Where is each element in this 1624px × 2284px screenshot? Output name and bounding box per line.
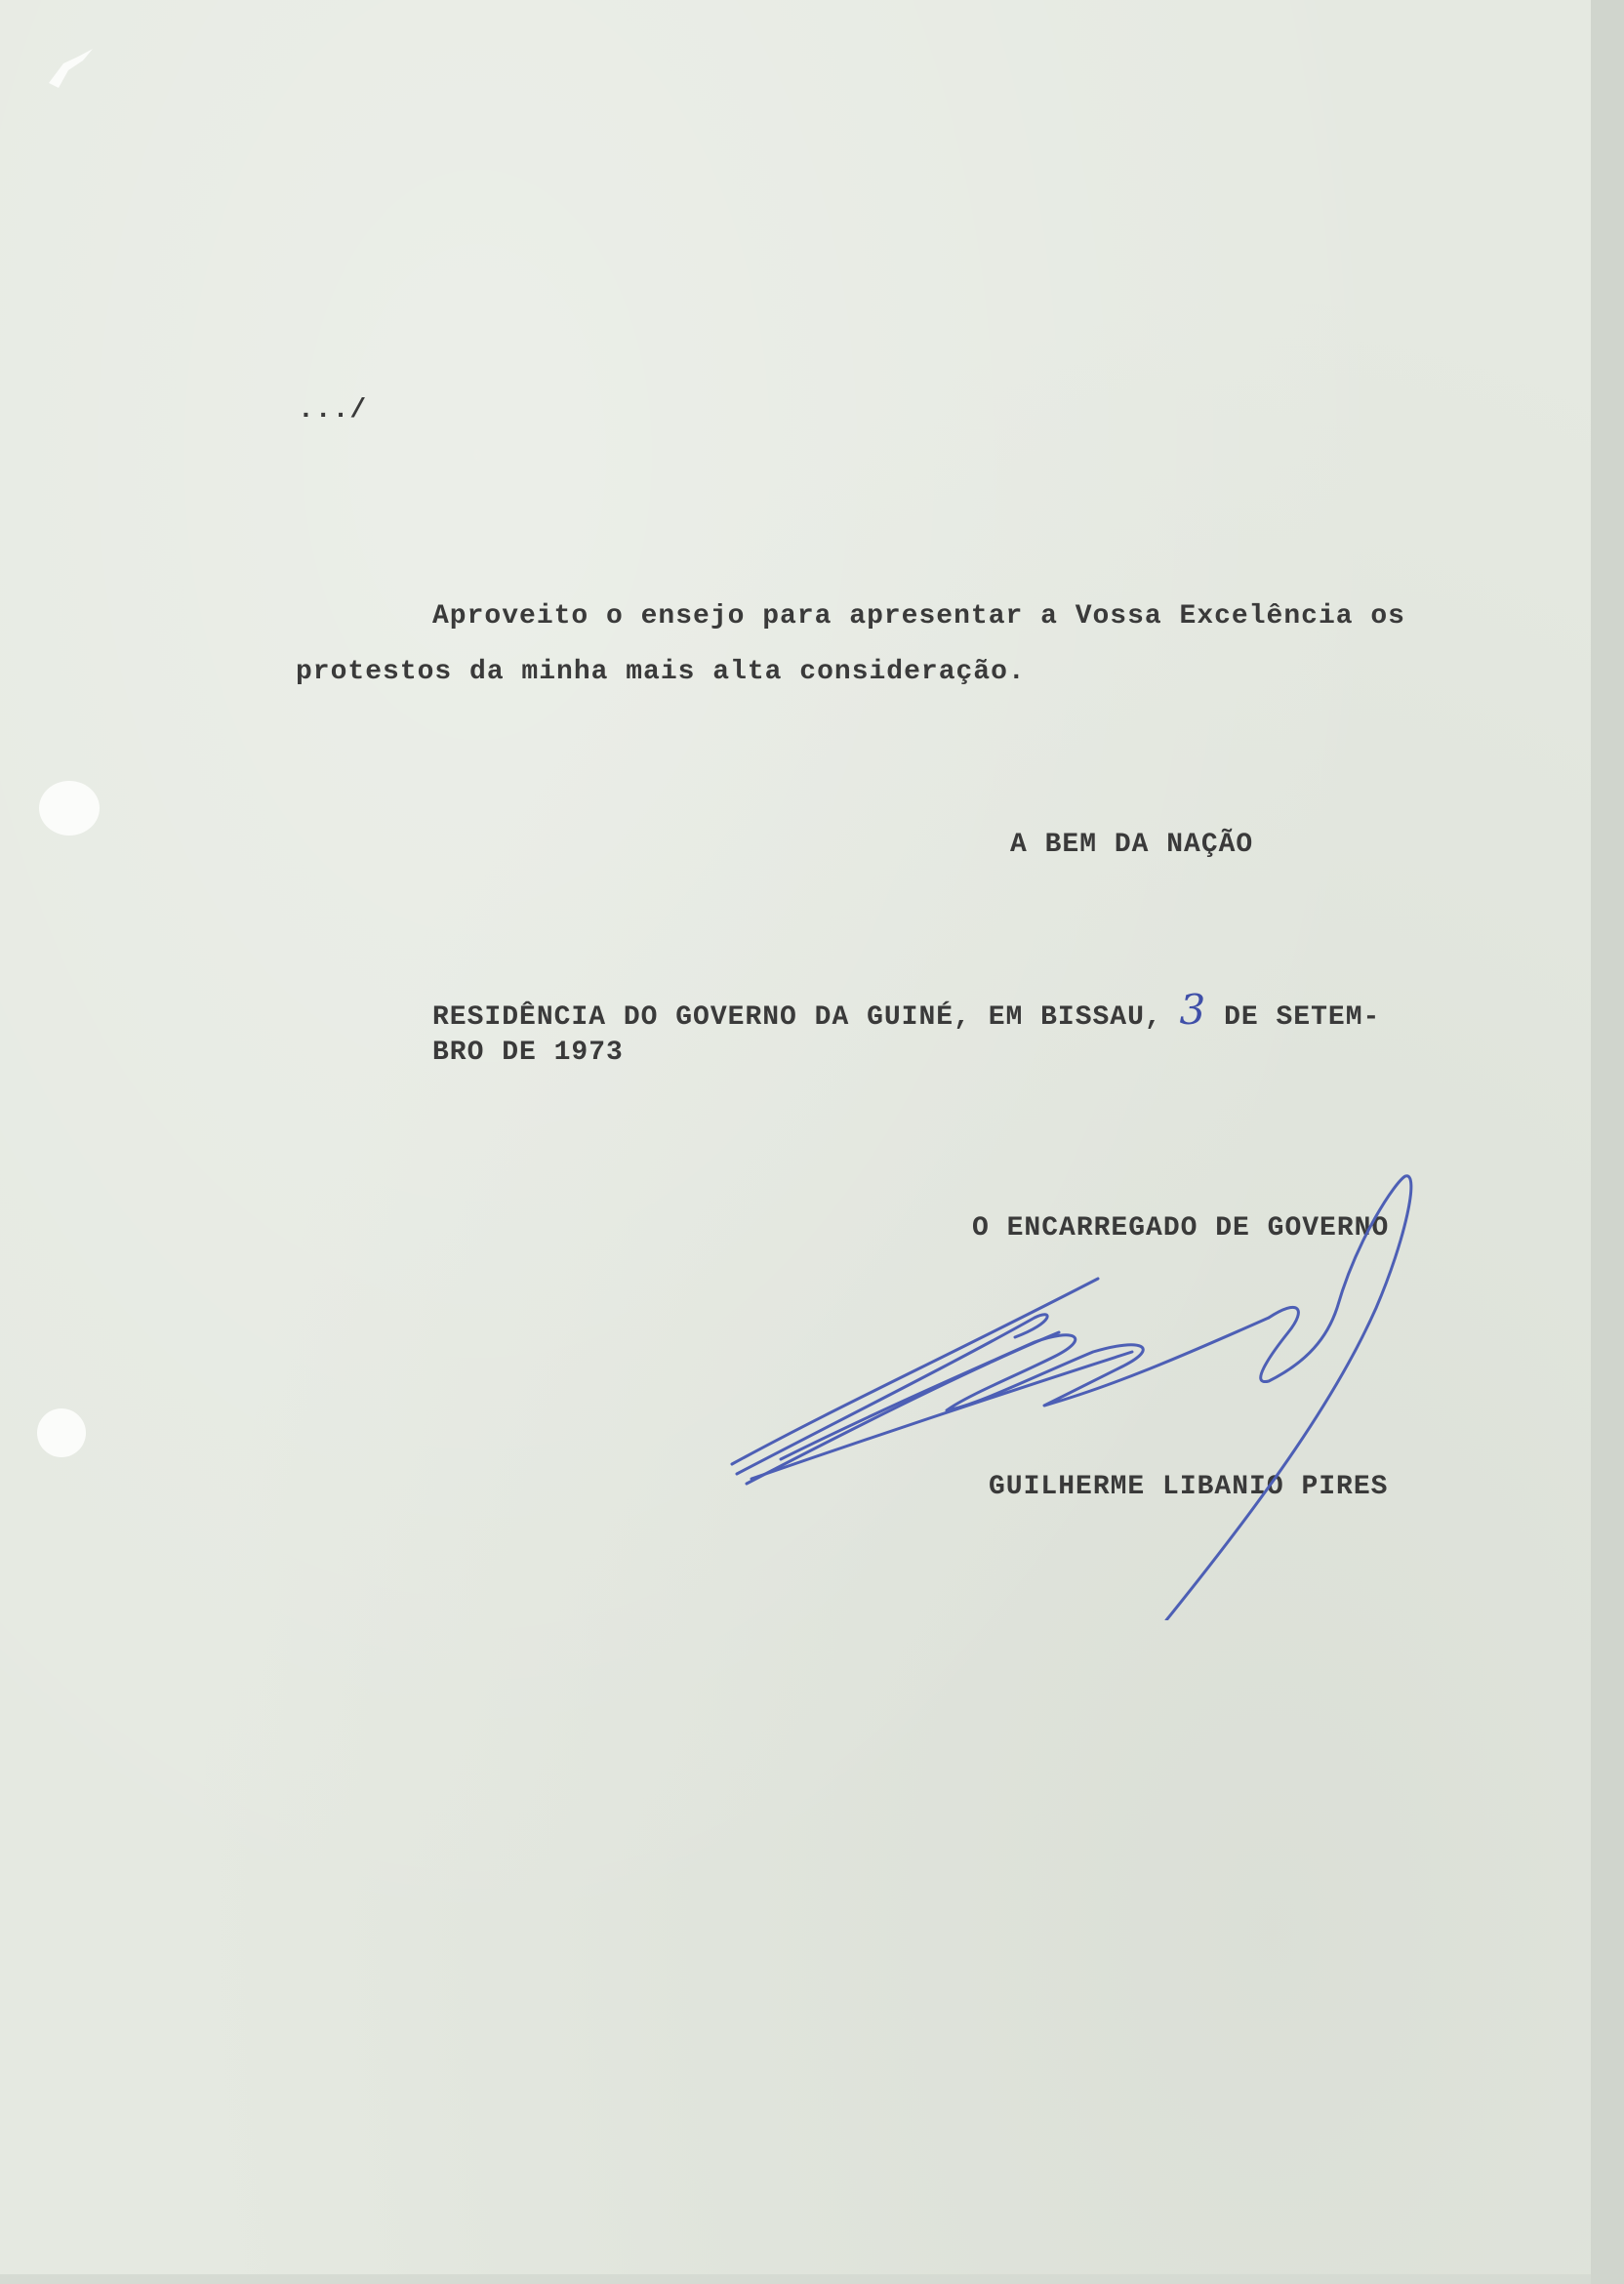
scan-edge [1591, 0, 1624, 2284]
handwritten-day: 3 [1179, 986, 1207, 1034]
place-date-part1: RESIDÊNCIA DO GOVERNO DA GUINÉ, EM BISSAU, [432, 1002, 1162, 1033]
closing-paragraph-line1: Aproveito o ensejo para apresentar a Vossa Excelência os [432, 601, 1405, 632]
torn-corner-icon [44, 39, 102, 98]
punch-hole-bottom [37, 1408, 86, 1457]
handwritten-signature [722, 1162, 1425, 1620]
place-date-part2: DE SETEM- [1224, 1002, 1381, 1033]
punch-hole-top [39, 781, 100, 836]
place-date-line2: BRO DE 1973 [432, 1038, 624, 1068]
signatory-title: O ENCARREGADO DE GOVERNO [972, 1213, 1390, 1244]
place-date-line1 [432, 986, 1380, 1034]
signatory-name: GUILHERME LIBANIO PIRES [989, 1472, 1389, 1502]
closing-paragraph-line2: protestos da minha mais alta consideração. [296, 657, 1026, 687]
salutation: A BEM DA NAÇÃO [1010, 830, 1254, 860]
continuation-mark: .../ [298, 395, 368, 426]
